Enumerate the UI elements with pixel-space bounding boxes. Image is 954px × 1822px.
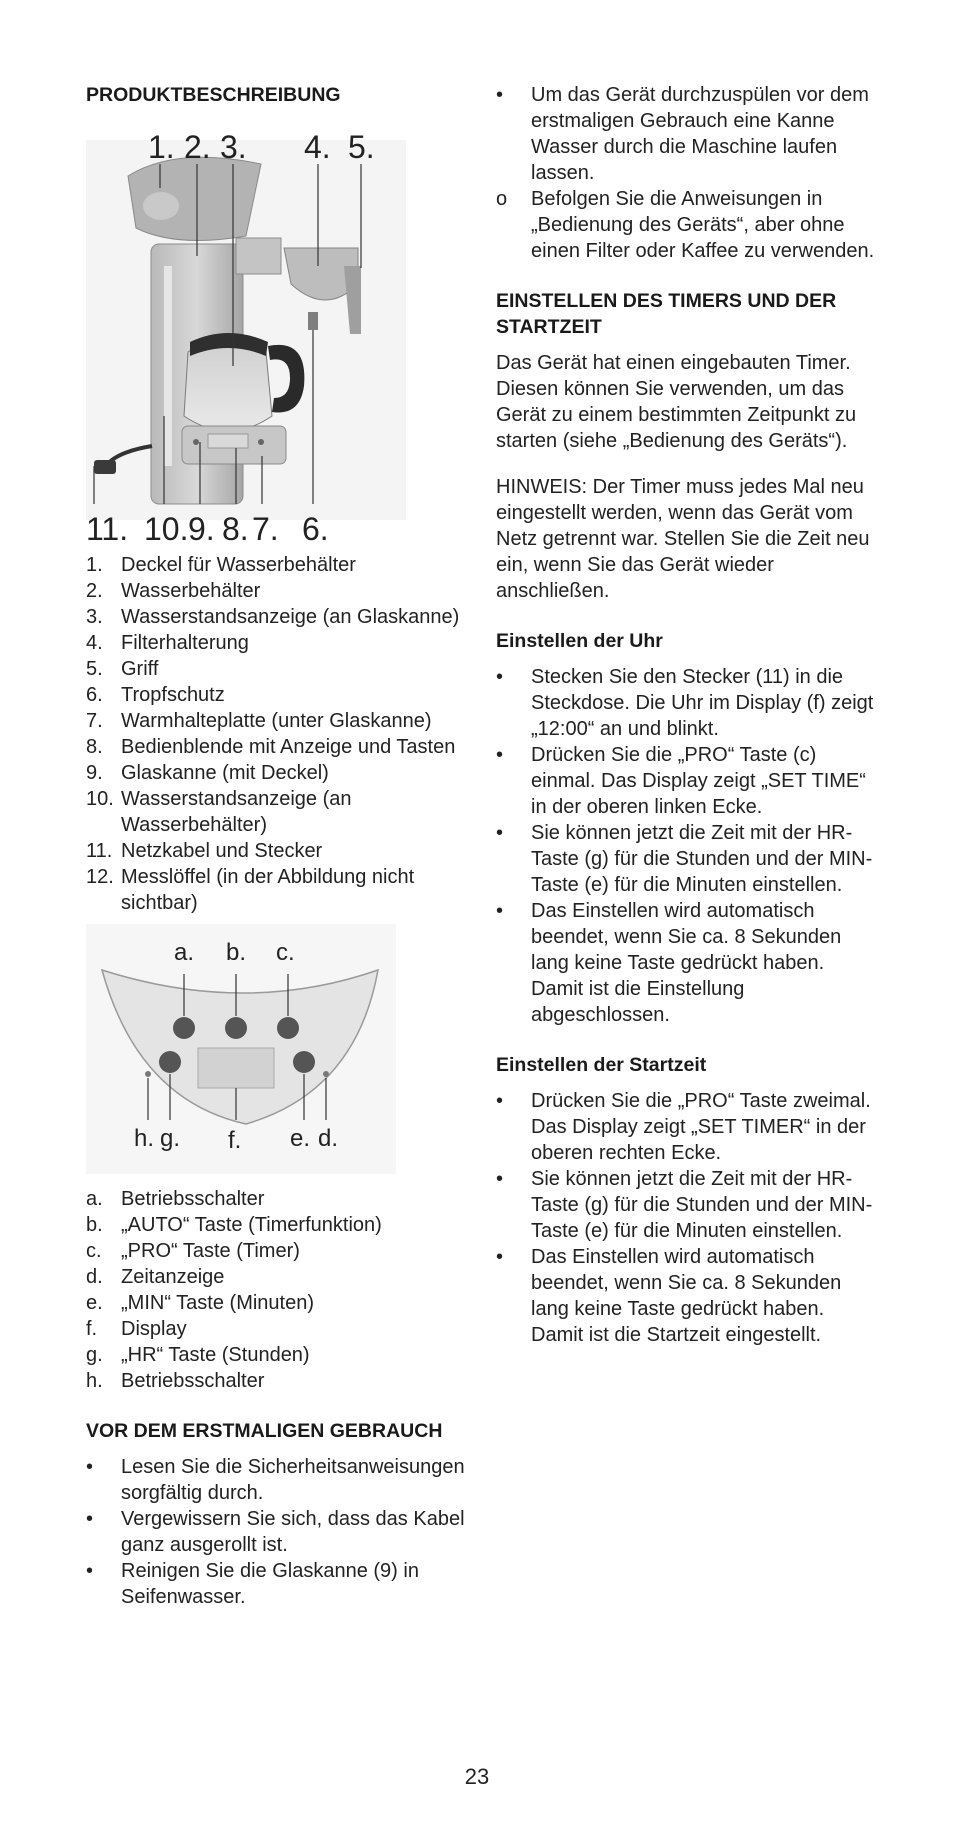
list-item: • Um das Gerät durchzuspülen vor dem erstmaligen Gebrauch eine Kanne Wasser durch die Maschine laufen lassen. <box>496 84 869 184</box>
page-number: 23 <box>464 1764 490 1789</box>
list-item: c. „PRO“ Taste (Timer) <box>86 1240 300 1262</box>
figure2-label-a: a. <box>174 939 195 966</box>
list-item: • Stecken Sie den Stecker (11) in die Steckdose. Die Uhr im Display (f) zeigt „12:00“ an und blinkt. <box>496 666 874 740</box>
list-item: • Das Einstellen wird automatisch beendet, wenn Sie ca. 8 Sekunden lang keine Taste gedrückt haben. Damit ist die Startzeit eingestellt. <box>496 1246 842 1346</box>
figure1-label-7: 7. <box>252 511 279 546</box>
start-list <box>496 1088 878 1348</box>
list-item: 7. Warmhalteplatte (unter Glaskanne) <box>86 710 432 732</box>
figure1-label-3: 3. <box>220 129 247 165</box>
list-item: 10. Wasserstandsanzeige (an Wasserbehälter) <box>86 788 352 836</box>
list-item: 9. Glaskanne (mit Deckel) <box>86 762 329 784</box>
control-panel-illustration <box>86 924 416 1184</box>
first-use-list <box>86 1454 466 1610</box>
list-item: • Drücken Sie die „PRO“ Taste (c) einmal. Das Display zeigt „SET TIME“ in der oberen linken Ecke. <box>496 744 866 818</box>
figure2-label-b: b. <box>226 939 247 966</box>
list-item: 4. Filterhalterung <box>86 632 249 654</box>
list-item: • Sie können jetzt die Zeit mit der HR-Taste (g) für die Stunden und der MIN-Taste (e) für die Minuten einstellen. <box>496 1168 873 1242</box>
figure1-label-6: 6. <box>302 511 329 546</box>
figure1-label-1: 1. <box>148 129 175 165</box>
section-heading-start: Einstellen der Startzeit <box>496 1054 707 1076</box>
clock-list <box>496 664 878 1028</box>
control-panel-figure <box>86 924 416 1184</box>
list-item: • Reinigen Sie die Glaskanne (9) in Seifenwasser. <box>86 1560 419 1608</box>
list-item: 3. Wasserstandsanzeige (an Glaskanne) <box>86 606 460 628</box>
section-heading-clock: Einstellen der Uhr <box>496 630 663 652</box>
controls-list <box>86 1186 466 1394</box>
figure1-label-8: 8. <box>222 511 249 546</box>
right-column <box>496 82 878 1348</box>
hr-button-icon <box>159 1051 181 1073</box>
list-item: g. „HR“ Taste (Stunden) <box>86 1344 310 1366</box>
figure2-label-f: f. <box>228 1127 242 1154</box>
list-item: e. „MIN“ Taste (Minuten) <box>86 1292 315 1314</box>
list-item: 8. Bedienblende mit Anzeige und Tasten <box>86 736 456 758</box>
parts-list <box>86 552 466 916</box>
list-item: f. Display <box>86 1318 187 1340</box>
figure2-label-g: g. <box>160 1125 181 1152</box>
coffee-machine-illustration <box>86 116 416 546</box>
list-item: o Befolgen Sie die Anweisungen in „Bedienung des Geräts“, aber ohne einen Filter oder Kaffee zu verwenden. <box>496 188 875 262</box>
figure1-label-11: 11. <box>86 511 129 546</box>
timer-paragraph: Das Gerät hat einen eingebauten Timer. Diesen können Sie verwenden, um das Gerät zu einem bestimmten Zeitpunkt zu starten (siehe „Bedienung des Geräts“). <box>496 352 857 452</box>
note-paragraph: HINWEIS: Der Timer muss jedes Mal neu eingestellt werden, wenn das Gerät vom Netz getrennt war. Stellen Sie die Zeit neu ein, wenn Sie das Gerät wieder anschließen. <box>496 476 870 602</box>
figure1-label-5: 5. <box>348 129 375 165</box>
list-item: 12. Messlöffel (in der Abbildung nicht sichtbar) <box>86 866 415 914</box>
list-item: 11. Netzkabel und Stecker <box>86 840 323 862</box>
auto-button-icon <box>225 1017 247 1039</box>
coffee-machine-figure <box>86 116 416 546</box>
intro-list <box>496 82 878 264</box>
list-item: • Sie können jetzt die Zeit mit der HR-Taste (g) für die Stunden und der MIN-Taste (e) für die Minuten einstellen. <box>496 822 873 896</box>
list-item: • Das Einstellen wird automatisch beendet, wenn Sie ca. 8 Sekunden lang keine Taste gedrückt haben. Damit ist die Einstellung abgeschlossen. <box>496 900 842 1026</box>
display-icon <box>198 1048 274 1088</box>
power-button-icon <box>173 1017 195 1039</box>
list-item: • Vergewissern Sie sich, dass das Kabel ganz ausgerollt ist. <box>86 1508 465 1556</box>
figure2-label-d: d. <box>318 1125 339 1152</box>
left-column <box>86 82 466 1610</box>
list-item: 6. Tropfschutz <box>86 684 225 706</box>
figure1-label-9: 9. <box>188 511 215 546</box>
list-item: h. Betriebsschalter <box>86 1370 265 1392</box>
section-heading-first-use: VOR DEM ERSTMALIGEN GEBRAUCH <box>86 1420 443 1442</box>
section-heading-product: PRODUKTBESCHREIBUNG <box>86 84 341 106</box>
list-item: d. Zeitanzeige <box>86 1266 225 1288</box>
section-heading-timer: EINSTELLEN DES TIMERS UND DER STARTZEIT <box>496 290 837 338</box>
list-item: • Drücken Sie die „PRO“ Taste zweimal. Das Display zeigt „SET TIMER“ in der oberen rechten Ecke. <box>496 1090 871 1164</box>
list-item: • Lesen Sie die Sicherheitsanweisungen sorgfältig durch. <box>86 1456 465 1504</box>
figure1-label-2: 2. <box>184 129 211 165</box>
pro-button-icon <box>277 1017 299 1039</box>
min-button-icon <box>293 1051 315 1073</box>
list-item: a. Betriebsschalter <box>86 1188 265 1210</box>
list-item: 2. Wasserbehälter <box>86 580 261 602</box>
figure2-label-c: c. <box>276 939 295 966</box>
list-item: b. „AUTO“ Taste (Timerfunktion) <box>86 1214 382 1236</box>
figure1-label-10: 10. <box>144 511 189 546</box>
figure1-label-4: 4. <box>304 129 331 165</box>
figure2-label-e: e. <box>290 1125 311 1152</box>
figure2-label-h: h. <box>134 1125 155 1152</box>
list-item: 5. Griff <box>86 658 159 680</box>
list-item: 1. Deckel für Wasserbehälter <box>86 554 356 576</box>
